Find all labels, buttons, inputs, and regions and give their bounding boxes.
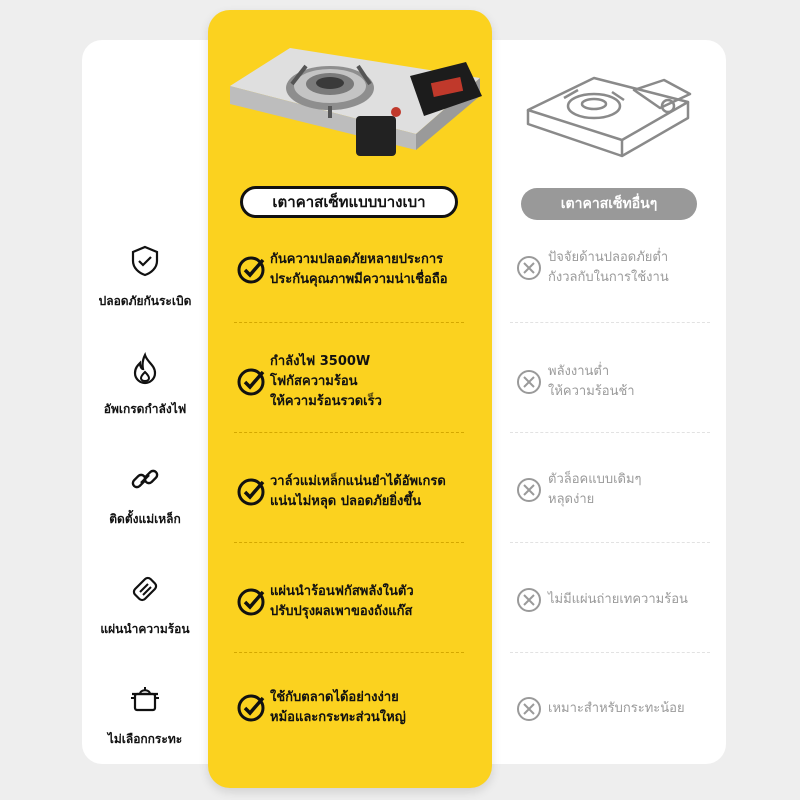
feature-cell (82, 572, 208, 639)
row-divider (510, 542, 710, 543)
feature-label: ติดตั้งแม่เหล็ก (109, 512, 181, 526)
main-benefit (236, 582, 414, 622)
feature-cell (82, 682, 208, 749)
drawback-line: พลังงานต่ำ (548, 364, 610, 379)
cassette-stove-image (220, 26, 482, 176)
other-drawback (516, 587, 688, 613)
row-divider (234, 432, 464, 433)
drawback-line: ปัจจัยด้านปลอดภัยต่ำ (548, 250, 669, 265)
check-circle-icon (236, 587, 266, 617)
other-product-label: เตาคาสเซ็ทอื่นๆ (521, 188, 697, 220)
comparison-row (0, 340, 800, 450)
comparison-row (0, 450, 800, 560)
feature-label: ปลอดภัยกันระเบิด (98, 294, 192, 308)
benefit-line: ประกันคุณภาพมีความน่าเชื่อถือ (270, 272, 448, 287)
magnet-link-icon (128, 462, 162, 496)
cross-circle-icon (516, 477, 542, 503)
benefit-line: แน่นไม่หลุด ปลอดภัยยิ่งขึ้น (270, 494, 422, 509)
feature-cell (82, 244, 208, 311)
drawback-line: กังวลกับในการใช้งาน (548, 270, 669, 285)
main-product-label: เตาคาสเซ็ทแบบบางเบา (240, 186, 458, 218)
benefit-line: ให้ความร้อนรวดเร็ว (270, 394, 382, 409)
feature-label: ไม่เลือกกระทะ (107, 732, 183, 746)
feature-label: อัพเกรดกำลังไฟ (103, 402, 187, 416)
heat-plate-icon (128, 572, 162, 606)
feature-label: แผ่นนำความร้อน (100, 622, 190, 636)
cross-circle-icon (516, 255, 542, 281)
check-circle-icon (236, 255, 266, 285)
flame-icon (128, 352, 162, 386)
comparison-row (0, 230, 800, 340)
row-divider (234, 652, 464, 653)
benefit-line: วาล์วแม่เหล็กแน่นยำได้อัพเกรด (270, 474, 446, 489)
row-divider (510, 432, 710, 433)
comparison-row (0, 670, 800, 780)
drawback-line: หลุดง่าย (548, 492, 595, 507)
drawback-line: ตัวล็อคแบบเดิมๆ (548, 472, 642, 487)
main-benefit (236, 472, 446, 512)
cross-circle-icon (516, 696, 542, 722)
check-circle-icon (236, 693, 266, 723)
main-benefit (236, 250, 448, 290)
other-stove-outline-image (524, 50, 692, 162)
other-drawback (516, 362, 635, 402)
row-divider (510, 652, 710, 653)
main-benefit (236, 352, 382, 412)
feature-cell (82, 462, 208, 529)
other-drawback (516, 696, 685, 722)
benefit-line: กันความปลอดภัยหลายประการ (270, 252, 444, 267)
benefit-line: ใช้กับตลาดได้อย่างง่าย (270, 690, 399, 705)
cross-circle-icon (516, 587, 542, 613)
shield-check-icon (128, 244, 162, 278)
pot-icon (128, 682, 162, 716)
benefit-line: โฟกัสความร้อน (270, 374, 358, 389)
benefit-line: หม้อและกระทะส่วนใหญ่ (270, 710, 406, 725)
benefit-line: แผ่นนำร้อนฟกัสพลังในตัว (270, 584, 414, 599)
comparison-row (0, 560, 800, 670)
feature-cell (82, 352, 208, 419)
check-circle-icon (236, 367, 266, 397)
main-benefit (236, 688, 406, 728)
drawback-line: ไม่มีแผ่นถ่ายเทความร้อน (548, 592, 688, 607)
row-divider (510, 322, 710, 323)
row-divider (234, 322, 464, 323)
drawback-line: เหมาะสำหรับกระทะน้อย (548, 701, 685, 716)
check-circle-icon (236, 477, 266, 507)
cross-circle-icon (516, 369, 542, 395)
drawback-line: ให้ความร้อนช้า (548, 384, 635, 399)
other-drawback (516, 470, 642, 510)
other-drawback (516, 248, 669, 288)
benefit-line: ปรับปรุงผลเพาของถังแก๊ส (270, 604, 413, 619)
benefit-line: กำลังไฟ 3500W (270, 354, 371, 369)
row-divider (234, 542, 464, 543)
